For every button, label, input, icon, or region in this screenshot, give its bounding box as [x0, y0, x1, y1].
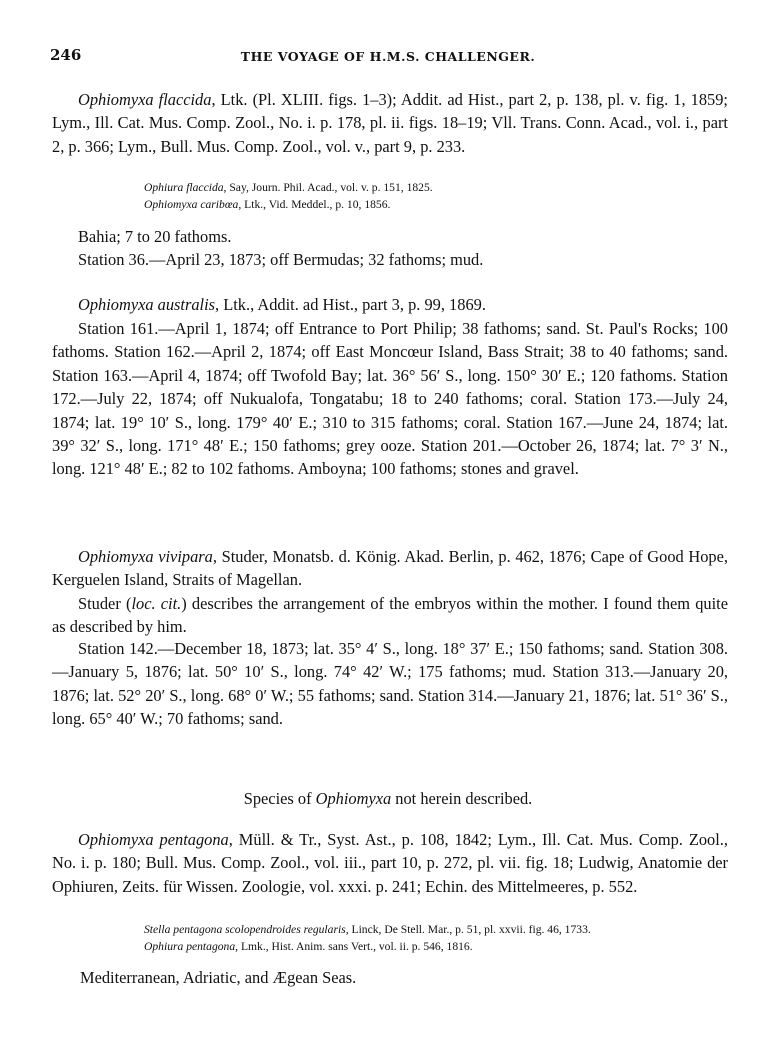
- vivipara-stations: Station 142.—December 18, 1873; lat. 35° 4′ S., long. 18° 37′ E.; 150 fathoms; sand. Station 308.—January 5, 1876; lat. 50° 10′ S., long. 74° 42′ W.; 175 fathoms; mud. Station 313.—January 20, 1876; lat. 52° 20′ S., long. 68° 0′ W.; 55 fathoms; sand. Station 314.—January 21, 1876; lat. 51° 36′ S., long. 65° 40′ W.; 70 fathoms; sand.: [52, 639, 728, 729]
- flaccida-synonymy: [144, 180, 734, 213]
- synonym-ref: , Ltk., Vid. Meddel., p. 10, 1856.: [238, 197, 391, 211]
- species-name: Ophiomyxa flaccida: [78, 90, 212, 109]
- synonym-ref: , Say, Journ. Phil. Acad., vol. v. p. 151, 1825.: [223, 181, 433, 194]
- flaccida-locality: Bahia; 7 to 20 fathoms.: [78, 227, 232, 246]
- pentagona-locality: Mediterranean, Adriatic, and Ægean Seas.: [80, 968, 357, 987]
- remark-text: ) describes the arrangement of the embryos within the mother. I found them quite as described by him.: [52, 594, 728, 637]
- synonym-line: [144, 922, 734, 939]
- flaccida-station: Station 36.—April 23, 1873; off Bermudas; 32 fathoms; mud.: [78, 250, 484, 269]
- section-heading: [0, 789, 776, 809]
- heading-text: not herein described.: [391, 789, 533, 808]
- running-title: THE VOYAGE OF H.M.S. CHALLENGER.: [240, 49, 536, 64]
- australis-stations: Station 161.—April 1, 1874; off Entrance to Port Philip; 38 fathoms; sand. St. Paul's Rocks; 100 fathoms. Station 162.—April 2, 1874; off East Moncœur Island, Bass Strait; 38 to 40 fathoms; sand. Station 163.—April 4, 1874; off Twofold Bay; lat. 36° 56′ S., long. 150° 30′ E.; 120 fathoms. Station 172.—July 22, 1874; off Nukualofa, Tongatabu; 18 to 240 fathoms; coral. Station 173.—July 24, 1874; lat. 19° 10′ S., long. 179° 40′ E.; 310 to 315 fathoms; coral. Station 167.—June 24, 1874; lat. 39° 32′ S., long. 171° 48′ E.; 150 fathoms; grey ooze. Station 201.—October 26, 1874; lat. 7° 3′ N., long. 121° 48′ E.; 82 to 102 fathoms. Amboyna; 100 fathoms; stones and gravel.: [52, 319, 728, 479]
- synonym-name: Ophiura pentagona: [144, 939, 236, 953]
- citation-text: , Ltk., Addit. ad Hist., part 3, p. 99, 1869.: [215, 295, 486, 314]
- citation-text: , Müll. & Tr., Syst. Ast., p. 108, 1842; Lym., Ill. Cat. Mus. Comp. Zool., No. i. p. 180; Bull. Mus. Comp. Zool., vol. iii., part 10, p. 272, pl. vii. fig. 18; Ludwig, Anatomie der Ophiuren, Zeits. für Wissen. Zoologie, vol. xxxi. p. 241; Echin. des Mittelmeeres, p. 552.: [52, 830, 728, 896]
- heading-genus: Ophiomyxa: [315, 789, 392, 808]
- synonym-ref: , Linck, De Stell. Mar., p. 51, pl. xxvii. fig. 46, 1733.: [345, 923, 591, 936]
- synonym-line: [144, 197, 734, 214]
- citation-text: , Studer, Monatsb. d. König. Akad. Berlin, p. 462, 1876; Cape of Good Hope, Kerguelen Island, Straits of Magellan.: [52, 547, 728, 590]
- heading-text: Species of: [243, 789, 316, 808]
- synonym-name: Ophiomyxa caribœa: [144, 197, 239, 211]
- remark-loc-cit: loc. cit.: [131, 594, 182, 613]
- synonym-line: [144, 180, 734, 197]
- remark-author: Studer (: [78, 594, 132, 613]
- synonym-line: [144, 939, 734, 956]
- australis-entry: [78, 293, 486, 316]
- species-name: Ophiomyxa pentagona: [78, 830, 229, 849]
- synonym-ref: , Lmk., Hist. Anim. sans Vert., vol. ii. p. 546, 1816.: [235, 939, 473, 953]
- vivipara-entry: [52, 545, 728, 592]
- pentagona-synonymy: [144, 922, 734, 955]
- flaccida-entry: [52, 88, 728, 158]
- pentagona-entry: [52, 828, 728, 898]
- synonym-name: Stella pentagona scolopendroides regularis: [144, 923, 346, 936]
- citation-text: , Ltk. (Pl. XLIII. figs. 1–3); Addit. ad Hist., part 2, p. 138, pl. v. fig. 1, 1859; Lym., Ill. Cat. Mus. Comp. Zool., No. i. p. 178, pl. ii. figs. 18–19; Vll. Trans. Conn. Acad., vol. i., part 2, p. 366; Lym., Bull. Mus. Comp. Zool., vol. v., part 9, p. 233.: [52, 90, 728, 156]
- species-name: Ophiomyxa vivipara: [78, 547, 213, 566]
- vivipara-remark: [52, 592, 728, 639]
- synonym-name: Ophiura flaccida: [144, 181, 224, 194]
- page-number: 246: [50, 46, 82, 64]
- species-name: Ophiomyxa australis: [78, 295, 216, 314]
